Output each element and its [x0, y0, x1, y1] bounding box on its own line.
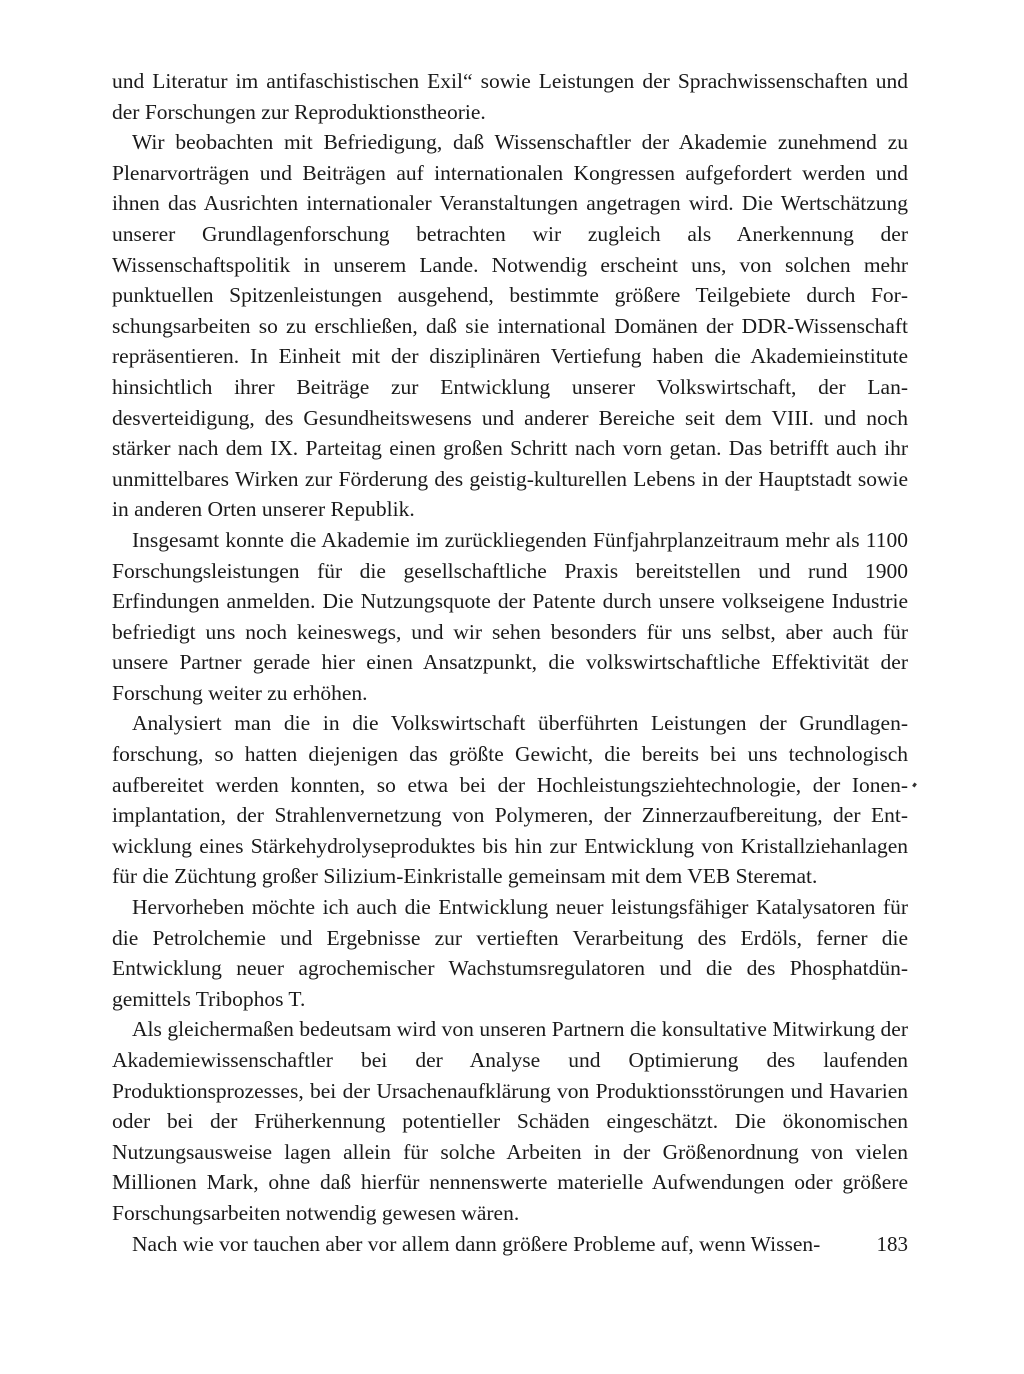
paragraph-3: Insgesamt konnte die Akademie im zurückliegenden Fünfjahrplanzeitraum mehr als 1100 Forschungsleistungen für die gesellschaftliche Praxis bereitstellen und rund 1900 Erfindungen anmelden. Die Nutzungsquote der Patente durch unsere volkseigene Industrie befriedigt uns noch keineswegs, und wir sehen besonders für uns selbst, aber auch für unsere Partner gerade hier einen Ansatzpunkt, die volkswirtschaftliche Effektivität der Forschung weiter zu erhöhen. — [112, 527, 908, 705]
document-body — [112, 66, 908, 1259]
paragraph-7: Nach wie vor tauchen aber vor allem dann größere Probleme auf, wenn Wissen- — [132, 1231, 821, 1256]
paragraph-1: und Literatur im antifaschistischen Exil“ sowie Leistungen der Sprachwissenschaften und der Forschungen zur Reproduktionstheorie. — [112, 69, 908, 124]
margin-speck — [912, 783, 917, 788]
paragraph-4: Analysiert man die in die Volkswirtschaft überführten Leistungen der Grundlagenforschung, so hatten diejenigen das größte Gewicht, die bereits bei uns technologisch aufbereitet werden konnten, so etwa bei der Hochleistungsziehtechnologie, der Ionenimplantation, der Strahlenvernetzung von Polymeren, der Zinnerzaufbereitung, der Entwicklung eines Stärkehydrolyseproduktes bis hin zur Entwicklung von Kristallziehanlagen für die Züchtung großer Silizium-Einkristalle gemeinsam mit dem VEB Steremat. — [112, 711, 908, 889]
paragraph-6: Als gleichermaßen bedeutsam wird von unseren Partnern die konsultative Mitwirkung der Akademiewissenschaftler bei der Analyse und Optimierung des laufenden Produktionsprozesses, bei der Ursachenaufklärung von Produktionsstörungen und Havarien oder bei der Früherkennung potentieller Schäden eingeschätzt. Die ökonomischen Nutzungsausweise lagen allein für solche Arbeiten in der Größenordnung von vielen Millionen Mark, ohne daß hierfür nennenswerte materielle Aufwendungen oder größere Forschungsarbeiten notwendig gewesen wären. — [112, 1017, 908, 1225]
paragraph-2: Wir beobachten mit Befriedigung, daß Wissenschaftler der Akademie zunehmend zu Plenarvorträgen und Beiträgen auf internationalen Kongressen aufgefordert werden und ihnen das Ausrichten internationaler Veranstaltungen angetragen wird. Die Wertschätzung unserer Grundlagenforschung betrachten wir zugleich als Anerkennung der Wissenschaftspolitik in unserem Lande. Notwendig erscheint uns, von solchen mehr punktuellen Spitzenleistungen ausgehend, bestimmte größere Teilgebiete durch Forschungsarbeiten so zu erschließen, daß sie international Domänen der DDR-Wissenschaft repräsentieren. In Einheit mit der disziplinären Vertiefung haben die Akademieinstitute hinsichtlich ihrer Beiträge zur Entwicklung unserer Volkswirtschaft, der Landesverteidigung, des Gesundheitswesens und anderer Bereiche seit dem VIII. und noch stärker nach dem IX. Parteitag einen großen Schritt nach vorn getan. Das betrifft auch ihr unmittelbares Wirken zur Förderung des geistig-kulturellen Lebens in der Hauptstadt sowie in anderen Orten unserer Republik. — [112, 130, 908, 522]
page-number: 183 — [876, 1232, 908, 1256]
paragraph-5: Hervorheben möchte ich auch die Entwicklung neuer leistungsfähiger Katalysatoren für die Petrolchemie und Ergebnisse zur vertieften Verarbeitung des Erdöls, ferner die Entwicklung neuer agrochemischer Wachstumsregulatoren und die des Phosphatdüngemittels Tribophos T. — [112, 895, 908, 1011]
